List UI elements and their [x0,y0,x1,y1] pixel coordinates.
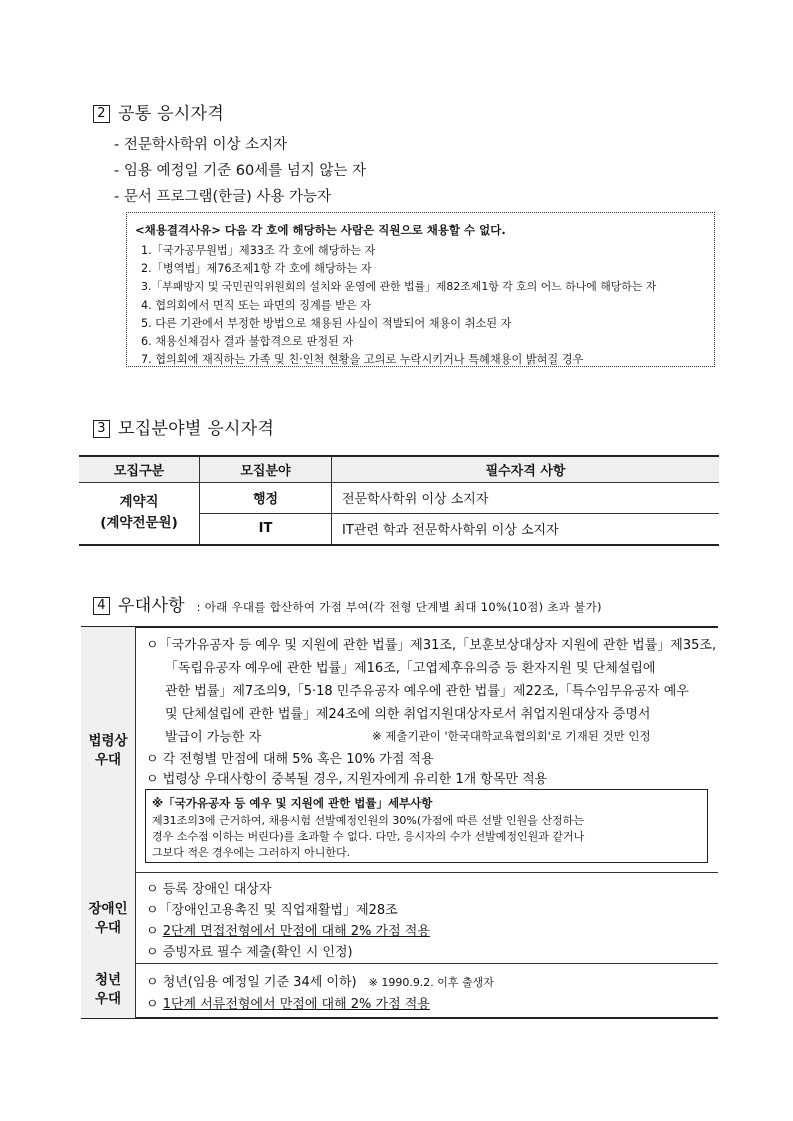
legal-pref-label-1: 법령상 [88,733,128,749]
youth-pref-label [81,971,135,1009]
header-requirement: 필수자격 사항 [332,456,720,482]
legal-line-1: ㅇ「국가유공자 등 예우 및 지원에 관한 법률」제31조,「보훈보상대상자 지원에 관한 법률」제35조, [146,638,717,653]
section2-title [93,99,224,124]
section4-title [93,591,602,616]
legal-line-duplicate: ㅇ 법령상 우대사항이 중복될 경우, 지원자에게 유리한 1개 항목만 적용 [146,772,548,787]
pref-label-column [81,627,135,1018]
youth-line-2 [146,993,430,1012]
disqualification-header: <채용결격사유> 다음 각 호에 해당하는 사람은 직원으로 채용할 수 없다. [135,223,506,237]
category-line-1: 계약직 [119,494,159,511]
legal-detail-box [145,789,708,863]
legal-line-4: 및 단체설립에 관한 법률」제24조에 의한 취업지원대상자로서 취업지원대상자 증명서 [165,707,651,722]
youth-line-2-bullet: ㅇ [146,997,163,1012]
requirement-cell-it: IT관련 학과 전문학사학위 이상 소지자 [332,513,720,545]
disqualification-item-1: 1.「국가공무원법」제33조 각 호에 해당하는 자 [141,244,376,257]
disabled-pref-label-2: 우대 [94,920,122,936]
section2-title-text: 공통 응시자격 [118,104,225,124]
header-category: 모집구분 [79,456,200,482]
legal-detail-line-3: 그보다 적은 경우에는 그러하지 아니한다. [152,846,351,859]
disqualification-item-2: 2.「병역법」제76조제1항 각 호에 해당하는 자 [141,262,372,275]
pref-table-top-border [81,626,718,628]
requirements-table [79,455,719,546]
legal-note: ※ 제출기관이 '한국대학교육협의회'로 기재된 것만 인정 [372,729,651,743]
disabled-line-3-bullet: ㅇ [146,924,163,939]
section2-bullet-1: - 전문학사학위 이상 소지자 [114,137,288,153]
disabled-line-1: ㅇ 등록 장애인 대상자 [146,882,272,897]
section3-title-text: 모집분야별 응시자격 [118,419,275,439]
disqualification-item-4: 4. 협의회에서 면직 또는 파면의 징계를 받은 자 [141,299,372,312]
disqualification-item-6: 6. 채용신체검사 결과 불합격으로 판정된 자 [141,335,354,348]
disabled-line-2: ㅇ「장애인고용촉진 및 직업재활법」제28조 [146,903,398,918]
legal-detail-line-1: 제31조의3에 근거하여, 채용시험 선발예정인원의 30%(가점에 따른 선발 인원을 산정하는 [152,814,584,827]
youth-line-2-text: 1단계 서류전형에서 만점에 대해 2% 가점 적용 [162,997,430,1012]
table-row [79,482,719,513]
disqualification-item-3: 3.「부패방지 및 국민권익위원회의 설치와 운영에 관한 법률」제82조제1항 각 호의 어느 하나에 해당하는 자 [141,280,657,293]
youth-line-1 [146,971,494,990]
youth-line-1-note: ※ 1990.9.2. 이후 출생자 [368,976,494,989]
disqualification-item-7: 7. 협의회에 재직하는 가족 및 친·인척 현황을 고의로 누락시키거나 특혜채용이 밝혀질 경우 [141,353,584,366]
disabled-pref-label-1: 장애인 [88,901,128,917]
pref-table-bottom-border [81,1017,718,1019]
youth-pref-label-2: 우대 [94,991,122,1007]
section4-number: 4 [93,597,110,615]
disabled-pref-label [81,900,135,938]
table-header-row [79,456,719,482]
section2-number: 2 [93,105,110,123]
header-field: 모집분야 [200,456,332,482]
disabled-line-3 [146,920,430,939]
legal-detail-line-2: 경우 소수점 이하는 버린다)를 초과할 수 없다. 다만, 응시자의 수가 선발예정인원과 같거나 [152,830,585,843]
legal-pref-label-2: 우대 [94,752,122,768]
legal-line-score: ㅇ 각 전형별 만점에 대해 5% 혹은 10% 가점 적용 [146,752,434,767]
youth-pref-label-1: 청년 [94,972,122,988]
disabled-line-3-text: 2단계 면접전형에서 만점에 대해 2% 가점 적용 [162,924,430,939]
section3-number: 3 [93,420,110,438]
legal-line-3: 관한 법률」제7조의9,「5·18 민주유공자 예우에 관한 법률」제22조,「특수임무유공자 예우 [165,684,689,699]
pref-row-divider-2 [81,963,718,964]
section4-subtitle: : 아래 우대를 합산하여 가점 부여(각 전형 단계별 최대 10%(10점) 초과 불가) [196,600,602,614]
section2-bullet-3: - 문서 프로그램(한글) 사용 가능자 [114,189,332,205]
section4-title-text: 우대사항 [118,596,185,616]
youth-line-1-text: ㅇ 청년(임용 예정일 기준 34세 이하) [146,975,357,990]
disqualification-box [126,212,715,367]
section2-bullet-2: - 임용 예정일 기준 60세를 넘지 않는 자 [114,163,367,179]
category-cell [79,482,200,545]
pref-column-divider [135,627,136,1018]
field-cell-admin: 행정 [200,482,332,513]
requirement-cell-admin: 전문학사학위 이상 소지자 [332,482,720,513]
section3-title [93,414,274,439]
legal-pref-label [81,732,135,770]
legal-line-2: 「독립유공자 예우에 관한 법률」제16조,「고엽제후유의증 등 환자지원 및 단체설립에 [165,661,656,676]
category-line-2: (계약전문원) [100,515,178,532]
disqualification-item-5: 5. 다른 기관에서 부정한 방법으로 채용된 사실이 적발되어 채용이 취소된 자 [141,317,512,330]
legal-detail-title: ※「국가유공자 등 예우 및 지원에 관한 법률」세부사항 [152,796,433,810]
pref-row-divider-1 [81,872,718,873]
legal-line-5: 발급이 가능한 자 [165,730,262,745]
disabled-line-4: ㅇ 증빙자료 필수 제출(확인 시 인정) [146,945,353,960]
field-cell-it: IT [200,513,332,545]
